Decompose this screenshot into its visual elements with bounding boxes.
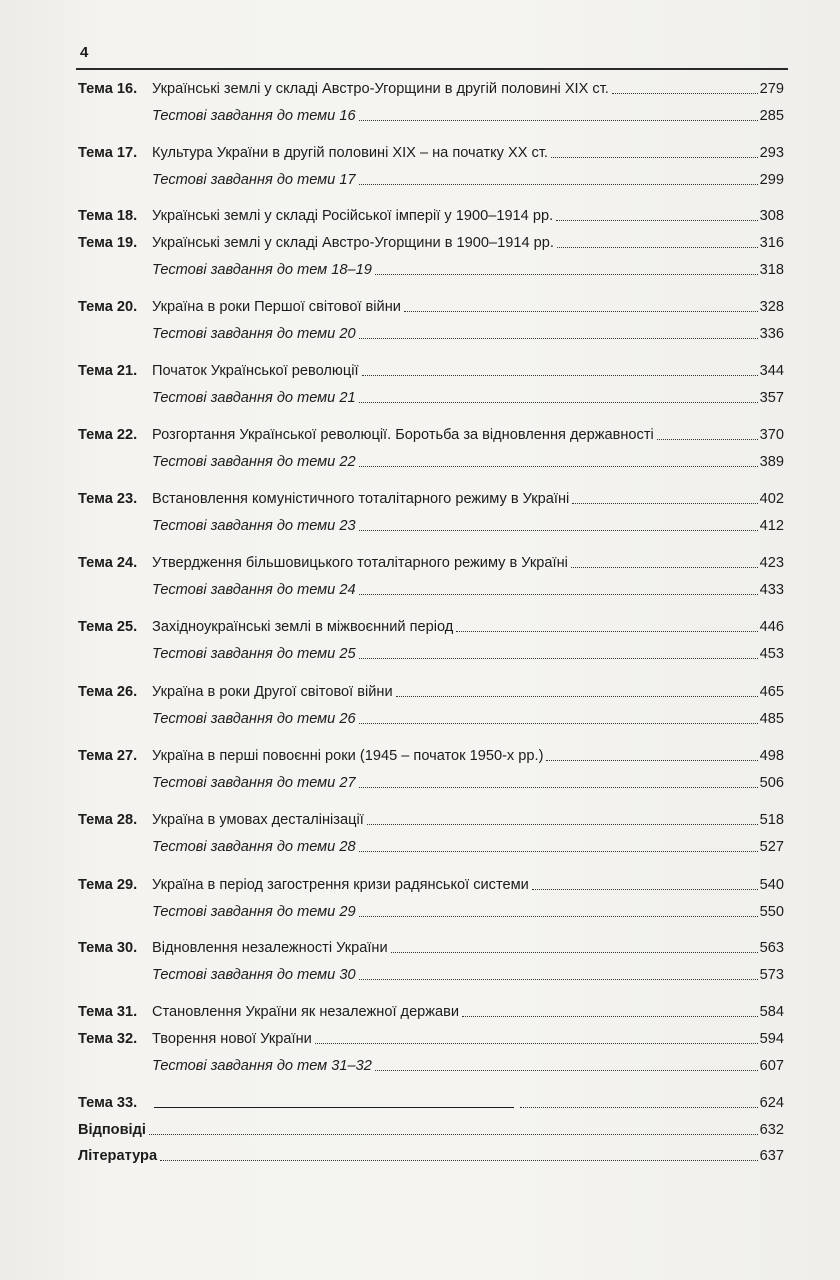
toc-label [78, 774, 356, 792]
toc-label [78, 1057, 372, 1075]
toc-number: Тема 21. [78, 363, 138, 379]
dot-leader [456, 631, 757, 632]
toc-page-number: 624 [759, 1095, 784, 1111]
toc-title: Тестові завдання до теми 27 [152, 775, 356, 791]
toc-page-number: 563 [759, 940, 784, 956]
toc-label [78, 107, 356, 125]
dot-leader [396, 696, 758, 697]
toc-subentry[interactable] [78, 1053, 784, 1075]
toc-page-number: 318 [759, 262, 784, 278]
toc-entry[interactable] [78, 76, 784, 98]
toc-number: Тема 32. [78, 1031, 138, 1047]
toc-title: Тестові завдання до теми 24 [152, 582, 356, 598]
toc-label [78, 939, 388, 957]
dot-leader [462, 1016, 758, 1017]
dot-leader [546, 760, 757, 761]
toc-title: Тестові завдання до тем 31–32 [152, 1058, 372, 1074]
toc-title: Становлення України як незалежної держави [152, 1004, 460, 1020]
dot-leader [359, 402, 758, 403]
toc-subentry[interactable] [78, 257, 784, 279]
toc-label [78, 554, 568, 572]
toc-entry[interactable] [78, 999, 784, 1021]
toc-number: Тема 24. [78, 555, 138, 571]
dot-leader [556, 220, 758, 221]
toc-number: Тема 31. [78, 1004, 138, 1020]
dot-leader [359, 184, 758, 185]
toc-entry[interactable] [78, 550, 784, 572]
toc-entry[interactable] [78, 358, 784, 380]
toc-page-number: 389 [759, 454, 784, 470]
toc-label [78, 234, 554, 252]
toc-page-number: 584 [759, 1004, 784, 1020]
toc-page-number: 357 [759, 390, 784, 406]
dot-leader [359, 120, 758, 121]
toc-label [78, 966, 356, 984]
toc-title: Початок Української революції [152, 363, 359, 379]
toc-title: Західноукраїнські землі в міжвоєнний період [152, 619, 454, 635]
toc-number: Тема 19. [78, 235, 138, 251]
dot-leader [359, 594, 758, 595]
toc-title: Тестові завдання до теми 21 [152, 390, 356, 406]
toc-number: Тема 27. [78, 748, 138, 764]
toc-label [78, 811, 364, 829]
toc-page-number: 344 [759, 363, 784, 379]
dot-leader [359, 851, 758, 852]
toc-label [78, 389, 356, 407]
dot-leader [359, 466, 758, 467]
blank-title-line [154, 1107, 514, 1108]
toc-subentry[interactable] [78, 577, 784, 599]
toc-page-number: 540 [759, 877, 784, 893]
toc-label [78, 1147, 157, 1165]
toc-label [78, 207, 553, 225]
toc-label [78, 1094, 520, 1112]
toc-title: Встановлення комуністичного тоталітарного режиму в Україні [152, 491, 570, 507]
toc-page-number: 433 [759, 582, 784, 598]
dot-leader [160, 1160, 758, 1161]
toc-title: Україна в роки Першої світової війни [152, 299, 401, 315]
toc-entry[interactable] [78, 294, 784, 316]
dot-leader [657, 439, 758, 440]
dot-leader [520, 1107, 758, 1108]
toc-entry[interactable] [78, 935, 784, 957]
toc-page-number: 370 [759, 427, 784, 443]
toc-page-number: 285 [759, 108, 784, 124]
toc-title: Відновлення незалежності України [152, 940, 388, 956]
toc-title: Розгортання Української революції. Боротьба за відновлення державності [152, 427, 654, 443]
toc-page-number: 293 [759, 145, 784, 161]
toc-entry[interactable] [78, 614, 784, 636]
toc-number: Тема 18. [78, 208, 138, 224]
dot-leader [375, 1070, 758, 1071]
toc-page-number: 279 [759, 81, 784, 97]
toc-title: Відповіді [78, 1122, 146, 1138]
toc-page-number: 446 [759, 619, 784, 635]
toc-page-number: 485 [759, 711, 784, 727]
toc-page-number: 465 [759, 684, 784, 700]
dot-leader [404, 311, 758, 312]
toc-title: Культура України в другій половині XIX – на початку XX ст. [152, 145, 548, 161]
toc-number: Тема 17. [78, 145, 138, 161]
toc-page-number: 518 [759, 812, 784, 828]
toc-title: Утвердження більшовицького тоталітарного режиму в Україні [152, 555, 568, 571]
toc-title: Тестові завдання до теми 30 [152, 967, 356, 983]
toc-number: Тема 20. [78, 299, 138, 315]
toc-page-number: 498 [759, 748, 784, 764]
toc-title: Творення нової України [152, 1031, 312, 1047]
toc-number: Тема 26. [78, 684, 138, 700]
toc-label [78, 298, 401, 316]
toc-subentry[interactable] [78, 103, 784, 125]
toc-title: Україна в роки Другої світової війни [152, 684, 393, 700]
toc-page-number: 308 [759, 208, 784, 224]
toc-title: Тестові завдання до теми 17 [152, 172, 356, 188]
toc-entry[interactable] [78, 203, 784, 225]
toc-subentry[interactable] [78, 641, 784, 663]
toc-entry[interactable] [78, 230, 784, 252]
toc-number: Тема 22. [78, 427, 138, 443]
toc-title: Тестові завдання до теми 29 [152, 904, 356, 920]
toc-label [78, 838, 356, 856]
toc-subentry[interactable] [78, 899, 784, 921]
toc-label [78, 710, 356, 728]
toc-title: Тестові завдання до теми 23 [152, 518, 356, 534]
toc-title: Україна в перші повоєнні роки (1945 – початок 1950-х рр.) [152, 748, 544, 764]
toc-page-number: 632 [759, 1122, 784, 1138]
toc-label [78, 618, 453, 636]
toc-label [78, 426, 654, 444]
toc-subentry[interactable] [78, 834, 784, 856]
toc-number: Тема 28. [78, 812, 138, 828]
toc-label [78, 171, 356, 189]
dot-leader [362, 375, 758, 376]
dot-leader [375, 274, 758, 275]
toc-title: Тестові завдання до теми 16 [152, 108, 356, 124]
toc-title: Українські землі у складі Австро-Угорщини в 1900–1914 рр. [152, 235, 554, 251]
dot-leader [359, 338, 758, 339]
toc-label [78, 517, 356, 535]
toc-entry[interactable] [78, 743, 784, 765]
dot-leader [359, 530, 758, 531]
toc-entry[interactable] [78, 807, 784, 829]
toc-entry[interactable] [78, 422, 784, 444]
toc-page-number: 299 [759, 172, 784, 188]
dot-leader [551, 157, 758, 158]
dot-leader [391, 952, 758, 953]
toc-title: Тестові завдання до теми 26 [152, 711, 356, 727]
toc-label [78, 80, 609, 98]
toc-label [78, 325, 356, 343]
toc-entry[interactable] [78, 486, 784, 508]
toc-entry[interactable] [78, 1026, 784, 1048]
toc-page-number: 412 [759, 518, 784, 534]
toc-label [78, 1003, 459, 1021]
toc-title: Україна в період загострення кризи радянської системи [152, 877, 529, 893]
toc-page-number: 573 [759, 967, 784, 983]
toc-page-number: 402 [759, 491, 784, 507]
toc-entry[interactable] [78, 1090, 784, 1112]
toc-title: Тестові завдання до теми 22 [152, 454, 356, 470]
toc-entry[interactable] [78, 1143, 784, 1165]
toc-number: Тема 29. [78, 877, 138, 893]
toc-page-number: 336 [759, 326, 784, 342]
toc-page-number: 453 [759, 646, 784, 662]
toc-entry[interactable] [78, 872, 784, 894]
toc-page-number: 506 [759, 775, 784, 791]
toc-page-number: 637 [759, 1148, 784, 1164]
toc-page-number: 607 [759, 1058, 784, 1074]
toc-subentry[interactable] [78, 770, 784, 792]
toc-title: Тестові завдання до теми 20 [152, 326, 356, 342]
toc-page-number: 550 [759, 904, 784, 920]
dot-leader [367, 824, 758, 825]
toc-page-number: 527 [759, 839, 784, 855]
toc-entry[interactable] [78, 1117, 784, 1139]
toc-subentry[interactable] [78, 167, 784, 189]
dot-leader [571, 567, 758, 568]
toc-label [78, 144, 548, 162]
toc-title: Література [78, 1148, 158, 1164]
toc-subentry[interactable] [78, 513, 784, 535]
dot-leader [359, 723, 758, 724]
toc-title: Тестові завдання до теми 25 [152, 646, 356, 662]
toc-entry[interactable] [78, 140, 784, 162]
toc-label [78, 747, 543, 765]
toc-page-number: 423 [759, 555, 784, 571]
dot-leader [359, 787, 758, 788]
toc-label [78, 490, 569, 508]
toc-label [78, 362, 359, 380]
dot-leader [572, 503, 757, 504]
toc-title: Тестові завдання до тем 18–19 [152, 262, 372, 278]
dot-leader [532, 889, 758, 890]
dot-leader [359, 658, 758, 659]
toc-page-number: 328 [759, 299, 784, 315]
page-number: 4 [80, 44, 89, 61]
toc-number: Тема 30. [78, 940, 138, 956]
toc-title: Україна в умовах десталінізації [152, 812, 364, 828]
dot-leader [612, 93, 758, 94]
toc-number: Тема 23. [78, 491, 138, 507]
toc-title: Тестові завдання до теми 28 [152, 839, 356, 855]
toc-label [78, 581, 356, 599]
toc-title: Українські землі у складі Російської імперії у 1900–1914 рр. [152, 208, 554, 224]
toc-label [78, 683, 393, 701]
toc-subentry[interactable] [78, 449, 784, 471]
dot-leader [359, 979, 758, 980]
toc-number: Тема 16. [78, 81, 138, 97]
toc-label [78, 453, 356, 471]
toc-number: Тема 25. [78, 619, 138, 635]
toc-label [78, 1121, 146, 1139]
toc-subentry[interactable] [78, 962, 784, 984]
toc-title: Українські землі у складі Австро-Угорщини в другій половині XIX ст. [152, 81, 609, 97]
dot-leader [359, 916, 758, 917]
toc-label [78, 876, 529, 894]
dot-leader [149, 1134, 758, 1135]
dot-leader [315, 1043, 758, 1044]
toc-entry[interactable] [78, 679, 784, 701]
toc-subentry[interactable] [78, 706, 784, 728]
toc-label [78, 903, 356, 921]
toc-page-number: 594 [759, 1031, 784, 1047]
toc-label [78, 645, 356, 663]
toc-subentry[interactable] [78, 385, 784, 407]
toc-number: Тема 33. [78, 1095, 138, 1111]
dot-leader [557, 247, 758, 248]
toc-page-number: 316 [759, 235, 784, 251]
toc-label [78, 1030, 312, 1048]
toc-label [78, 261, 372, 279]
toc-subentry[interactable] [78, 321, 784, 343]
